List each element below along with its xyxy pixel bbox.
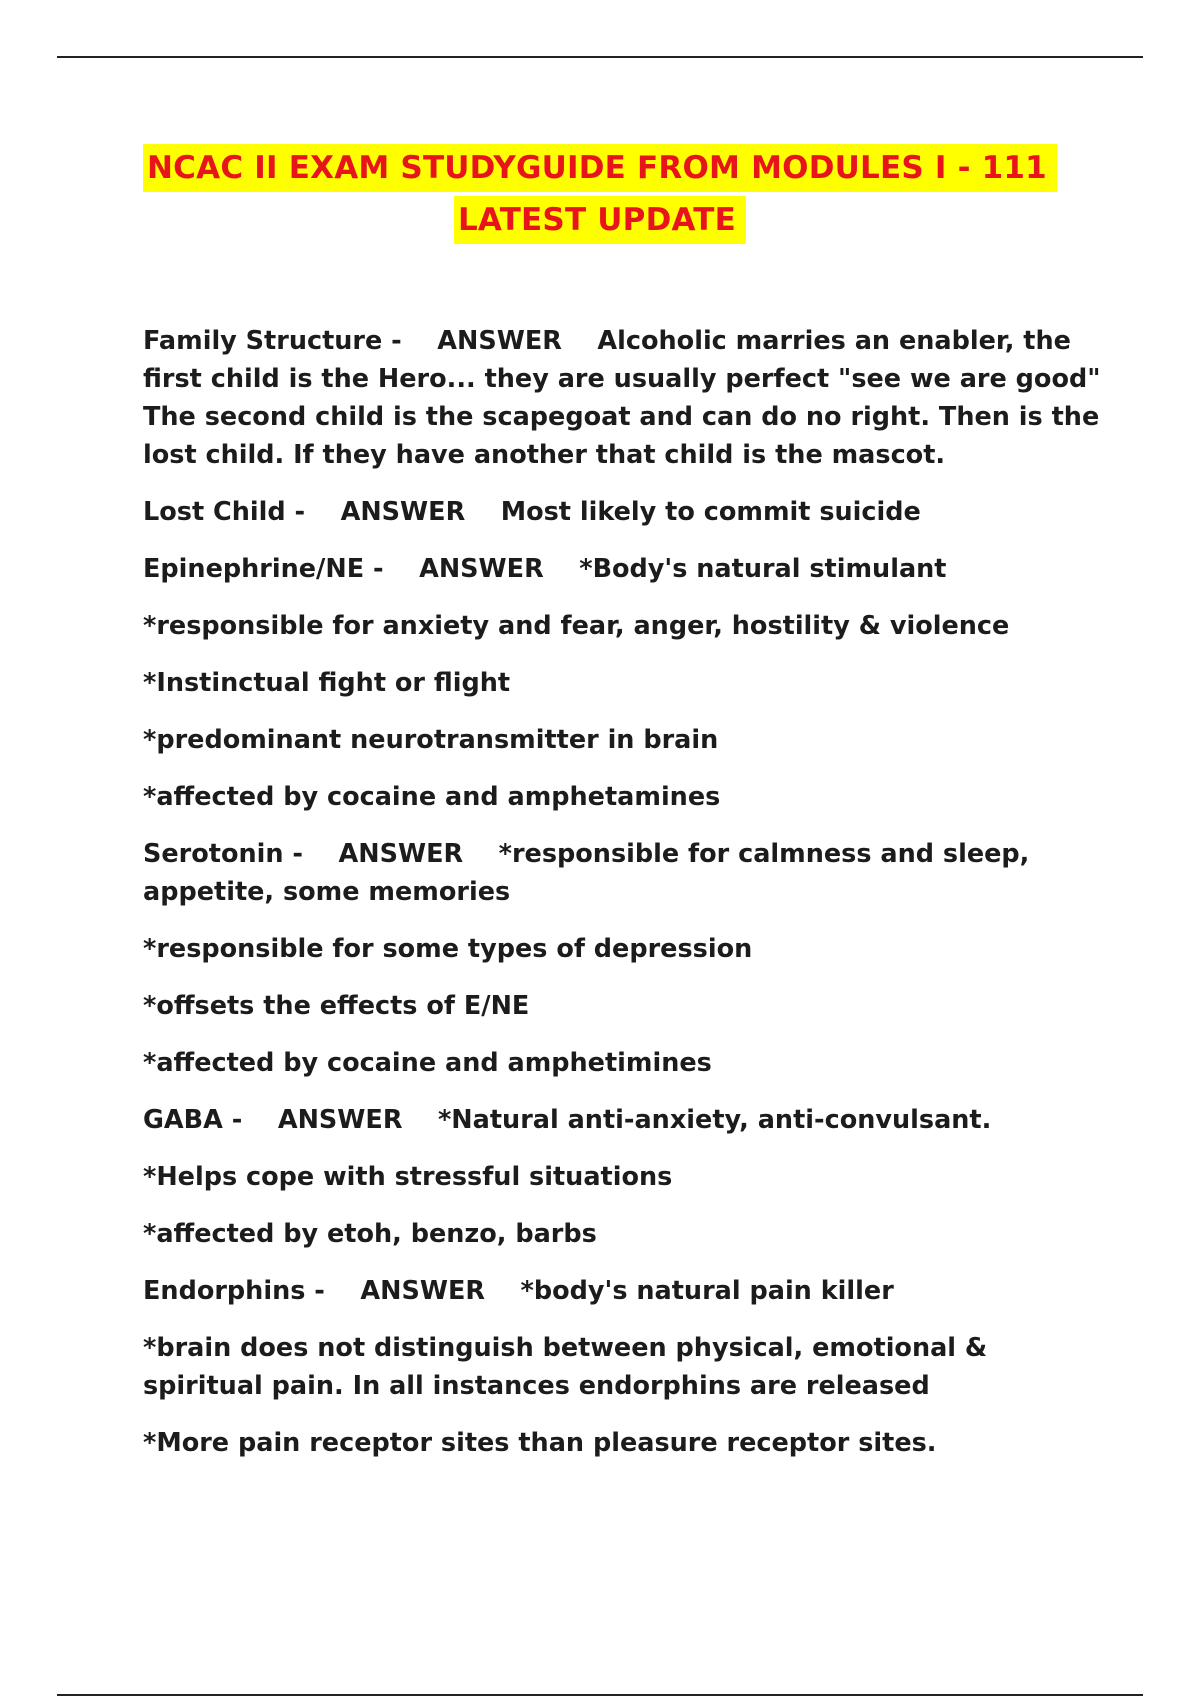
answer-label: ANSWER: [277, 1105, 403, 1135]
note-line: *Helps cope with stressful situations: [143, 1162, 673, 1192]
answer-label: ANSWER: [419, 554, 544, 584]
answer-label: ANSWER: [340, 497, 466, 527]
study-guide-body: [143, 322, 1110, 1481]
note-line: *predominant neurotransmitter in brain: [143, 725, 719, 755]
note-line: *More pain receptor sites than pleasure receptor sites.: [143, 1428, 937, 1458]
note-line: *affected by cocaine and amphetimines: [143, 1048, 712, 1078]
title-line-1: NCAC II EXAM STUDYGUIDE FROM MODULES I - 111: [143, 144, 1057, 192]
entry-term: Endorphins -: [143, 1276, 325, 1306]
note-line: *affected by cocaine and amphetamines: [143, 782, 721, 812]
entry-gaba: [143, 1101, 1103, 1139]
entry-term: GABA -: [143, 1105, 243, 1135]
entry-definition: Alcoholic marries an enabler, the first child is the Hero... they are usually perfect "see we are good" The second child is the scapegoat and can do no right. Then is the lost child. If they have another that child is the mascot.: [143, 326, 1110, 470]
entry-definition: *responsible for calmness and sleep, appetite, some memories: [143, 839, 1039, 907]
top-divider: [57, 56, 1143, 58]
entry-lost-child: [143, 493, 1103, 531]
entry-epinephrine: [143, 550, 1103, 588]
answer-label: ANSWER: [338, 839, 464, 869]
note-line: *offsets the effects of E/NE: [143, 991, 530, 1021]
entry-term: Family Structure -: [143, 326, 402, 356]
entry-definition: *Body's natural stimulant: [579, 554, 947, 584]
entry-definition: *Natural anti-anxiety, anti-convulsant.: [437, 1105, 992, 1135]
entry-serotonin: [143, 835, 1103, 911]
note-line: *responsible for some types of depression: [143, 934, 753, 964]
entry-definition: *body's natural pain killer: [520, 1276, 894, 1306]
note-line: *responsible for anxiety and fear, anger, hostility & violence: [143, 611, 1010, 641]
answer-label: ANSWER: [360, 1276, 486, 1306]
entry-family-structure: [143, 322, 1110, 474]
note-line: *affected by etoh, benzo, barbs: [143, 1219, 597, 1249]
entry-term: Serotonin -: [143, 839, 303, 869]
title-line-2: LATEST UPDATE: [454, 196, 746, 244]
answer-label: ANSWER: [437, 326, 562, 356]
bottom-divider: [57, 1694, 1143, 1696]
note-line: *brain does not distinguish between physical, emotional & spiritual pain. In all instances endorphins are released: [143, 1333, 997, 1401]
entry-definition: Most likely to commit suicide: [500, 497, 921, 527]
entry-endorphins: [143, 1272, 1103, 1310]
document-title: [0, 144, 1200, 248]
entry-term: Epinephrine/NE -: [143, 554, 384, 584]
note-line: *Instinctual fight or flight: [143, 668, 511, 698]
entry-term: Lost Child -: [143, 497, 306, 527]
